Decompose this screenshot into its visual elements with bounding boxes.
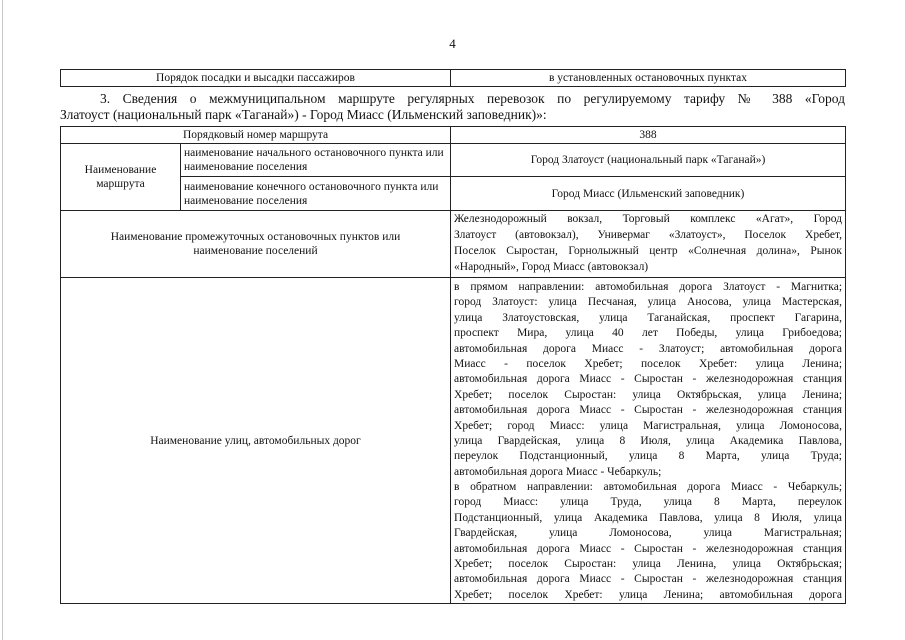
end-stop-value: Город Миасс (Ильменский заповедник) bbox=[451, 177, 846, 211]
streets-line: проспект Мира, улица 40 лет Победы, улица Грибоедова; bbox=[454, 327, 843, 340]
streets-label: Наименование улиц, автомобильных дорог bbox=[61, 278, 451, 604]
intermediate-stops-value bbox=[451, 211, 846, 278]
streets-line: Хребет; поселок Сыростан: улица Октябрьская, улица Ленина; bbox=[454, 388, 843, 401]
start-stop-value: Город Златоуст (национальный парк «Таганай») bbox=[451, 144, 846, 177]
streets-line: Хребет; поселок Хребет: улица Ленина; автомобильная дорога bbox=[454, 588, 843, 601]
streets-line: Хребет; поселок Сыростан: улица Ленина, улица Октябрьская; bbox=[454, 558, 843, 571]
streets-line: в обратном направлении: автомобильная дорога Миасс - Чебаркуль; bbox=[454, 481, 843, 494]
table-row bbox=[61, 70, 846, 87]
section-title-line-2: Златоуст (национальный парк «Таганай») - Город Миасс (Ильменский заповедник)»: bbox=[60, 107, 547, 122]
streets-line: улица Златоустовская, улица Таганайская, проспект Гагарина, bbox=[454, 311, 843, 324]
intermediate-line: Поселок Сыростан, Горнолыжный центр «Солнечная долина», Рынок bbox=[454, 245, 843, 257]
boarding-table bbox=[60, 69, 846, 87]
route-number-value: 388 bbox=[451, 127, 846, 144]
intermediate-line: «Народный», Город Миасс (автовокзал) bbox=[454, 261, 649, 273]
table-row bbox=[61, 127, 846, 144]
page-number: 4 bbox=[449, 36, 456, 51]
table-row bbox=[61, 278, 846, 604]
table-row bbox=[61, 144, 846, 177]
route-number-label: Порядковый номер маршрута bbox=[61, 127, 451, 144]
streets-line: автомобильная дорога Миасс - Златоуст; автомобильная дорога bbox=[454, 342, 843, 355]
streets-line: переулок Подстанционный, улица 8 Марта, улица Труда; bbox=[454, 450, 843, 463]
table-row bbox=[61, 211, 846, 278]
streets-line: Гвардейская, улица Ломоносова, улица Магистральная; bbox=[454, 527, 843, 540]
streets-line: город Златоуст: улица Песчаная, улица Аносова, улица Мастерская, bbox=[454, 296, 843, 309]
route-name-label: Наименование маршрута bbox=[61, 144, 181, 211]
scan-edge-line bbox=[2, 0, 3, 640]
boarding-value: в установленных остановочных пунктах bbox=[451, 70, 846, 87]
streets-line: Подстанционный, улица Академика Павлова, улица 8 Июля, улица bbox=[454, 511, 843, 524]
boarding-label: Порядок посадки и высадки пассажиров bbox=[61, 70, 451, 87]
intermediate-line: Железнодорожный вокзал, Торговый комплекс «Агат», Город bbox=[454, 213, 843, 225]
start-stop-label: наименование начального остановочного пункта или наименование поселения bbox=[181, 144, 451, 177]
intermediate-stops-label: Наименование промежуточных остановочных пунктов или наименование поселений bbox=[61, 211, 451, 278]
streets-line: автомобильная дорога Миасс - Сыростан - железнодорожная станция bbox=[454, 404, 843, 417]
streets-line: автомобильная дорога Миасс - Чебаркуль; bbox=[454, 465, 662, 478]
streets-line: Миасс - поселок Хребет; поселок Хребет: улица Ленина; bbox=[454, 357, 843, 370]
route-table bbox=[60, 126, 846, 604]
streets-value bbox=[451, 278, 846, 604]
end-stop-label: наименование конечного остановочного пункта или наименование поселения bbox=[181, 177, 451, 211]
streets-line: автомобильная дорога Миасс - Сыростан - железнодорожная станция bbox=[454, 373, 843, 386]
streets-line: автомобильная дорога Миасс - Сыростан - железнодорожная станция bbox=[454, 573, 843, 586]
streets-line: улица Гвардейская, улица 8 Июля, улица Академика Павлова, bbox=[454, 434, 843, 447]
streets-line: автомобильная дорога Миасс - Сыростан - железнодорожная станция bbox=[454, 542, 843, 555]
section-title bbox=[60, 91, 845, 123]
section-title-line-1: 3. Сведения о межмуниципальном маршруте регулярных перевозок по регулируемому тарифу № 388 «Город bbox=[100, 91, 845, 106]
streets-line: город Миасс: улица Труда, улица 8 Марта, переулок bbox=[454, 496, 843, 509]
streets-line: Хребет; город Миасс: улица Магистральная, улица Ломоносова, bbox=[454, 419, 843, 432]
intermediate-line: Златоуст (автовокзал), Универмаг «Златоуст», Поселок Хребет, bbox=[454, 229, 843, 241]
streets-line: в прямом направлении: автомобильная дорога Златоуст - Магнитка; bbox=[454, 281, 843, 293]
